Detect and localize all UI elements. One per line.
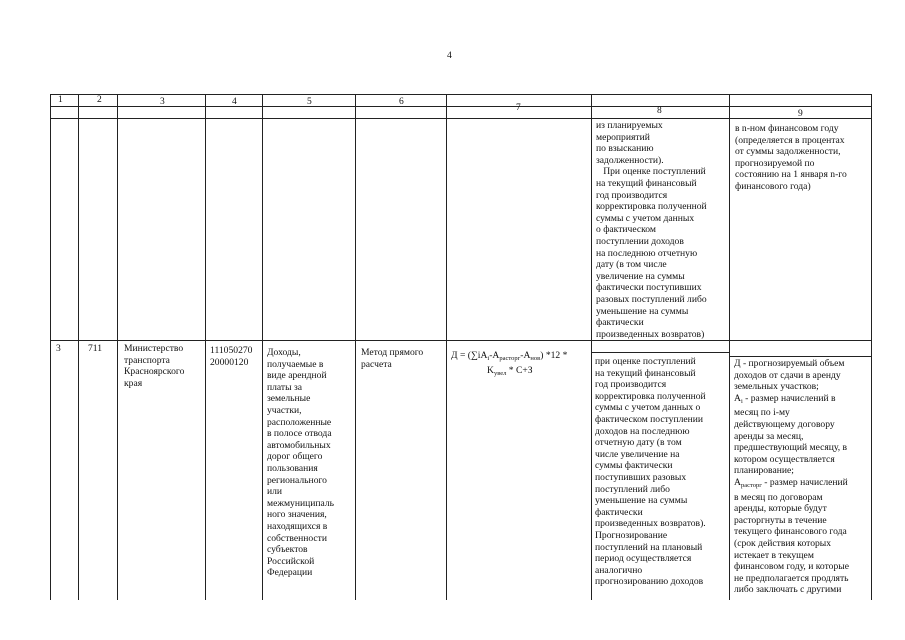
text-line: год производится [596,189,668,201]
text-line: расположенные [267,416,332,428]
income-description [267,347,334,579]
text-line: не предполагается продлять [734,572,849,584]
text-line: находящихся в [267,520,328,532]
text-line: суммы с учетом данных [596,212,695,224]
text-line: собственности [267,532,328,544]
text-line: Доходы, [267,347,301,358]
text-line: корректировка полученной [595,390,706,402]
text-line: суммы фактически [595,460,673,472]
text-line: поступивших разовых [595,471,687,483]
text-line: поступлений либо [595,483,670,495]
formula-part: * С+З [506,364,533,376]
text-line [734,393,849,408]
text-line: дорог общего [267,451,323,463]
header-col-9: 9 [798,109,803,119]
text-line: произведенных возвратов) [596,328,705,340]
formula-part: -A [489,350,500,361]
text-line: предшествующий месяцу, в [734,442,848,454]
text-line: в месяц по договорам [734,491,823,503]
text-line: от суммы задолженности, [735,146,841,158]
text-line: ного значения, [267,509,327,521]
formula-part: - размер начислений в [742,392,836,404]
text-line: получаемые в [267,358,324,370]
text-line: пользования [267,462,318,474]
text-line: при оценке поступлений [595,356,696,367]
text-line: корректировка полученной [596,201,707,213]
text-line: год производится [595,379,667,391]
text-line: субъектов [267,544,308,556]
text-line: Федерации [267,567,313,579]
text-line: аренды за месяц, [734,430,804,442]
text-line: на последнюю отчетную [596,247,698,259]
admin-code: 711 [88,343,103,354]
page-number: 4 [447,50,452,61]
text-line: состоянию на 1 января n-го [735,169,847,181]
formula-part: K [487,364,494,376]
row3-col8-text [595,356,706,588]
header-col-3: 3 [160,97,165,107]
text-line: фактически поступивших [596,282,702,294]
formula-part: Д = ( [451,350,471,361]
text-line: регионального [267,474,327,486]
formula-subscript: расторг [499,355,521,362]
formula-subscript: i [740,397,743,405]
header-col-1: 1 [58,95,63,105]
text-line: на текущий финансовый [595,367,696,379]
text-line: Красноярского [124,366,185,378]
header-col-8: 8 [657,106,662,116]
text-line: текущего финансового года [734,526,847,538]
text-line: аренды, которые будут [734,503,827,515]
text-line: действующему договору [734,418,835,430]
text-line: планирование; [734,465,794,477]
text-line: о фактическом [596,224,656,236]
row3-col9-text [734,358,849,596]
text-line: либо заключать с другими [734,584,842,596]
text-line: истекает в текущем [734,549,814,561]
text-line [734,477,849,492]
continuation-col8-text [596,120,707,340]
text-line: Министерство [124,343,184,354]
calculation-method [361,347,423,370]
formula-part: ) *12 * [540,350,568,361]
text-line: отчетную дату (в том [595,437,682,449]
formula-line-2 [451,365,567,380]
formula-subscript: расторг [740,481,762,489]
text-line: из планируемых [596,120,663,131]
formula-part: A [734,476,741,488]
text-line: уменьшение на суммы [595,495,688,507]
text-line: доходов на последнюю [595,425,690,437]
ministry-name [124,343,184,389]
text-line: или [267,486,283,498]
text-line: котором осуществляется [734,453,835,465]
formula-part: -A [520,350,531,361]
text-line: в полосе отвода [267,428,332,440]
text-line: поступлений на плановый [595,541,703,553]
text-line: платы за [267,381,303,393]
text-line: финансовом году, и которые [734,561,849,573]
text-line: поступлении доходов [596,235,684,247]
text-line: При оценке поступлений [596,166,706,178]
formula-part: - размер начислений [761,476,848,488]
calculation-formula [451,350,567,379]
text-line: увеличение на суммы [596,270,685,282]
text-line: автомобильных [267,439,331,451]
text-line: Метод прямого [361,347,424,358]
text-line: суммы с учетом данных о [595,402,701,414]
budget-code [210,345,252,368]
text-line: земельные [267,393,311,405]
text-line: доходов от сдачи в аренду [734,369,841,381]
header-col-6: 6 [399,97,404,107]
text-line: произведенных возвратов). [595,518,706,530]
text-line: (срок действия которых [734,537,832,549]
text-line: участки, [267,404,302,416]
header-col-4: 4 [232,97,237,107]
text-line: задолженности). [596,154,664,166]
text-line: 111050270 [210,345,253,356]
text-line: Прогнозирование [595,529,668,541]
text-line: в n-ном финансовом году [735,123,839,134]
text-line: числе увеличение на [595,448,680,460]
text-line: фактическом поступлении [595,413,704,425]
text-line: период осуществляется [595,553,692,565]
text-line: транспорта [124,354,170,366]
formula-subscript: нов [530,355,541,362]
text-line: фактически [595,506,643,518]
header-col-2: 2 [97,95,102,105]
text-line: прогнозированию доходов [595,576,704,588]
text-line: разовых поступлений либо [596,293,707,305]
text-line: расторгнуты в течение [734,514,827,526]
text-line: уменьшение на суммы [596,305,689,317]
text-line: аналогично [595,564,643,576]
text-line: 20000120 [210,356,249,368]
formula-line-1 [451,350,567,365]
header-col-7: 7 [516,103,521,113]
text-line: расчета [361,358,392,370]
formula-part: ∑i [470,350,481,361]
formula-part: A [480,350,488,361]
text-line: Д - прогнозируемый объем [734,358,845,369]
text-line: края [124,377,143,389]
text-line: на текущий финансовый [596,177,697,189]
text-line: месяц по i-му [734,407,790,419]
text-line: межмуниципаль [267,497,335,509]
formula-part: A [734,392,741,404]
formula-subscript: i [487,355,490,362]
text-line: фактически [596,317,644,329]
header-col-5: 5 [307,97,312,107]
text-line: дату (в том числе [596,259,667,271]
text-line: по взысканию [596,143,654,155]
text-line: прогнозируемой по [735,157,815,169]
text-line: финансового года) [735,180,811,192]
formula-subscript: увел [493,369,507,377]
text-line: (определяется в процентах [735,134,845,146]
text-line: мероприятий [596,131,650,143]
continuation-col9-text [735,123,847,193]
text-line: виде арендной [267,370,327,382]
text-line: земельных участков; [734,381,819,393]
text-line: Российской [267,555,315,567]
row-number: 3 [56,343,61,354]
